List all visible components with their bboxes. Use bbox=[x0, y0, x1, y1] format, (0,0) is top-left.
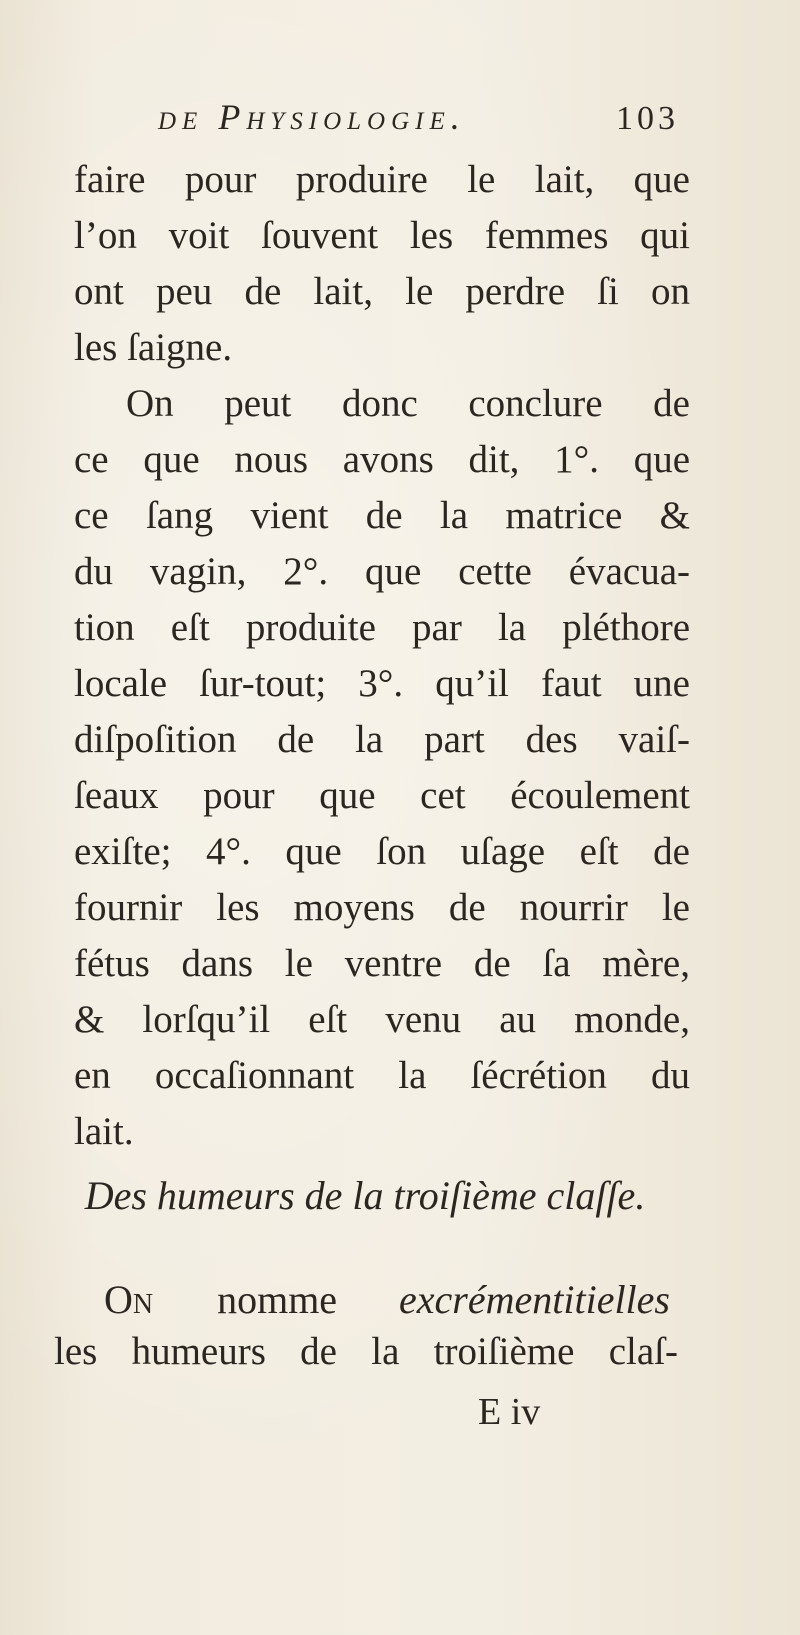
text-line: les humeurs de la troiſième claſ- bbox=[54, 1330, 678, 1373]
text-line: diſpoſition de la part des vaiſ- bbox=[74, 718, 690, 761]
text-line: faire pour produire le lait, que bbox=[74, 158, 690, 201]
text-line: ont peu de lait, le perdre ſi on bbox=[74, 270, 690, 313]
text-line: locale ſur-tout; 3°. qu’il faut une bbox=[74, 662, 690, 705]
italic-term: excrémentitielles bbox=[399, 1277, 670, 1322]
text-line: fétus dans le ventre de ſa mère, bbox=[74, 942, 690, 985]
text-line bbox=[104, 1276, 670, 1323]
running-title: de Physiologie. bbox=[158, 97, 466, 137]
text-line: On peut donc conclure de bbox=[126, 382, 690, 425]
text-line: du vagin, 2°. que cette évacua- bbox=[74, 550, 690, 593]
signature-mark: E iv bbox=[478, 1391, 541, 1433]
text-line: en occaſionnant la ſécrétion du bbox=[74, 1054, 690, 1097]
text-line: ſeaux pour que cet écoulement bbox=[74, 774, 690, 817]
text-line: ce que nous avons dit, 1°. que bbox=[74, 438, 690, 481]
initial-letter: O bbox=[104, 1277, 133, 1322]
text-line: & lorſqu’il eſt venu au monde, bbox=[74, 998, 690, 1041]
text-line: lait. bbox=[74, 1110, 134, 1153]
text-line: tion eſt produite par la pléthore bbox=[74, 606, 690, 649]
page-number: 103 bbox=[616, 100, 679, 137]
small-caps-letter: N bbox=[132, 1289, 156, 1320]
text-line: l’on voit ſouvent les femmes qui bbox=[74, 214, 690, 257]
text-line: les ſaigne. bbox=[74, 326, 233, 369]
text-line: fournir les moyens de nourrir le bbox=[74, 886, 690, 929]
text-line: ce ſang vient de la matrice & bbox=[74, 494, 690, 537]
section-heading: Des humeurs de la troiſième claſſe. bbox=[84, 1173, 646, 1218]
page-header bbox=[158, 96, 718, 138]
word: nomme bbox=[217, 1277, 338, 1322]
text-line: exiſte; 4°. que ſon uſage eſt de bbox=[74, 830, 690, 873]
